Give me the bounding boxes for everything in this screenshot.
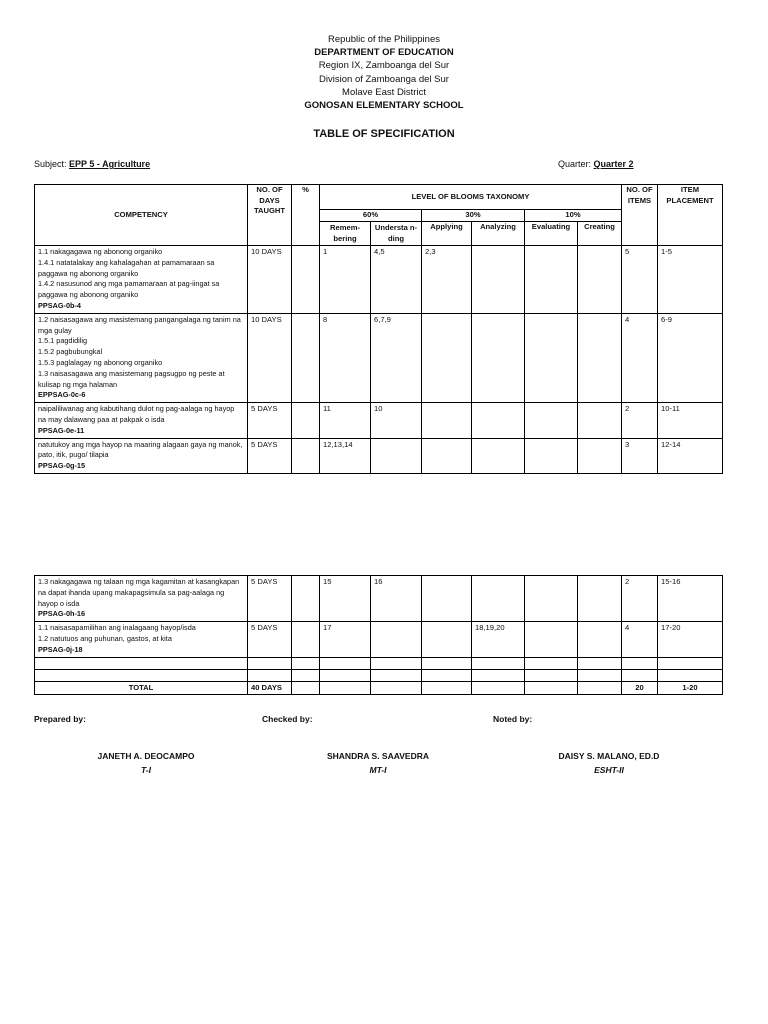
items-cell: 2 <box>622 576 658 622</box>
competency-text: 1.1 naisasapamilihan ang inalagaang hayop/isda <box>38 623 196 633</box>
competency-code: PPSAG-0g-15 <box>38 461 86 471</box>
noted-by-name: DAISY S. MALANO, ED.D <box>558 751 660 761</box>
header-division: Division of Zamboanga del Sur <box>319 73 449 85</box>
header-school: GONOSAN ELEMENTARY SCHOOL <box>304 100 464 112</box>
prepared-by-label: Prepared by: <box>34 714 86 724</box>
evaluating-cell <box>525 622 578 657</box>
remembering-cell: 12,13,14 <box>320 438 371 473</box>
remembering-cell: 17 <box>320 622 371 657</box>
applying-cell <box>422 438 472 473</box>
creating-cell <box>578 246 622 314</box>
subject-value: EPP 5 - Agriculture <box>69 159 151 169</box>
items-cell: 3 <box>622 438 658 473</box>
creating-cell <box>578 576 622 622</box>
noted-by-position: ESHT-II <box>594 765 624 775</box>
competency-cell <box>35 438 248 473</box>
competency-text: 1.1 nakagagawa ng abonong organiko <box>38 247 163 256</box>
prepared-by-position: T-I <box>141 765 151 775</box>
competency-row <box>35 622 723 657</box>
days-cell: 5 DAYS <box>248 622 292 657</box>
competency-text: 1.2 natutuos ang puhunan, gastos, at kita <box>38 633 172 643</box>
header-group-60: 60% <box>320 210 422 222</box>
days-cell: 5 DAYS <box>248 438 292 473</box>
competency-text: 1.3 naisasagawa ang masistemang pagsugpo ng peste at kulisap ng mga halaman <box>38 368 225 389</box>
analyzing-cell: 18,19,20 <box>472 622 525 657</box>
understanding-cell <box>371 622 422 657</box>
specification-table-part1 <box>34 184 723 474</box>
days-cell: 5 DAYS <box>248 403 292 438</box>
evaluating-cell <box>525 313 578 402</box>
checked-by-name: SHANDRA S. SAAVEDRA <box>326 751 429 761</box>
competency-code: PPSAG-0e-11 <box>38 425 85 435</box>
competency-text: 1.4.2 nasusunod ang mga pamamaraan at pag-iingat sa paggawa ng abonong organiko <box>38 279 220 300</box>
competency-text: 1.2 naisasagawa ang masistemang pangangalaga ng tanim na mga gulay <box>38 314 241 335</box>
total-items: 20 <box>622 681 658 695</box>
competency-text: naipaliliwanag ang kabutihang dulot ng pag-aalaga ng hayop na may dalawang paa at pakpak o isda <box>38 404 235 424</box>
creating-cell <box>578 622 622 657</box>
quarter-line <box>558 159 634 169</box>
understanding-cell: 10 <box>371 403 422 438</box>
noted-by-label: Noted by: <box>493 714 533 724</box>
document-title: TABLE OF SPECIFICATION <box>313 128 455 140</box>
understanding-cell: 6,7,9 <box>371 313 422 402</box>
header-group-30: 30% <box>422 210 525 222</box>
header-analyzing: Analyzing <box>472 222 525 246</box>
analyzing-cell <box>472 246 525 314</box>
understanding-cell <box>371 438 422 473</box>
competency-text: natutukoy ang mga hayop na maaring alagaan gaya ng manok, pato, itik, pugo/ tilapia <box>38 439 243 460</box>
percent-cell <box>292 438 320 473</box>
header-department: DEPARTMENT OF EDUCATION <box>314 47 454 59</box>
total-label: TOTAL <box>35 681 248 695</box>
subject-line <box>34 159 150 169</box>
header-group-10: 10% <box>525 210 622 222</box>
placement-cell: 10-11 <box>658 403 723 438</box>
items-cell: 4 <box>622 622 658 657</box>
header-competency: COMPETENCY <box>35 185 248 246</box>
subject-label: Subject: <box>34 159 67 169</box>
percent-cell <box>292 403 320 438</box>
competency-text: 1.5.1 pagdidilig <box>38 336 88 346</box>
competency-code: PPSAG-0j-18 <box>38 644 83 654</box>
evaluating-cell <box>525 403 578 438</box>
header-understanding: Understa n-ding <box>371 222 422 246</box>
competency-row <box>35 246 723 314</box>
specification-table-part2 <box>34 575 723 695</box>
header-item-placement: ITEM PLACEMENT <box>658 185 723 246</box>
items-cell: 4 <box>622 313 658 402</box>
document-header <box>0 33 768 112</box>
items-cell: 5 <box>622 246 658 314</box>
placement-cell: 12-14 <box>658 438 723 473</box>
analyzing-cell <box>472 576 525 622</box>
creating-cell <box>578 313 622 402</box>
applying-cell <box>422 403 472 438</box>
applying-cell <box>422 313 472 402</box>
checked-by-position: MT-I <box>369 765 387 775</box>
quarter-value: Quarter 2 <box>593 159 634 169</box>
header-no-items: NO. OF ITEMS <box>622 185 658 246</box>
header-region: Region IX, Zamboanga del Sur <box>318 60 450 72</box>
competency-code: PPSAG-0b-4 <box>38 300 81 310</box>
evaluating-cell <box>525 246 578 314</box>
applying-cell <box>422 576 472 622</box>
blank-row <box>35 669 723 681</box>
remembering-cell: 1 <box>320 246 371 314</box>
header-creating: Creating <box>578 222 622 246</box>
competency-text: 1.3 nakagagawa ng talaan ng mga kagamitan at kasangkapan na dapat ihanda upang makapagsimula sa pag-aalaga ng hayop o isda <box>38 577 240 608</box>
total-row <box>35 681 723 695</box>
understanding-cell: 4,5 <box>371 246 422 314</box>
understanding-cell: 16 <box>371 576 422 622</box>
remembering-cell: 8 <box>320 313 371 402</box>
applying-cell <box>422 622 472 657</box>
remembering-cell: 11 <box>320 403 371 438</box>
creating-cell <box>578 438 622 473</box>
competency-cell <box>35 246 248 314</box>
days-cell: 5 DAYS <box>248 576 292 622</box>
remembering-cell: 15 <box>320 576 371 622</box>
header-remembering: Remem-bering <box>320 222 371 246</box>
quarter-label: Quarter: <box>558 159 592 169</box>
competency-code: EPPSAG-0c-6 <box>38 390 86 400</box>
placement-cell: 6-9 <box>658 313 723 402</box>
evaluating-cell <box>525 438 578 473</box>
header-district: Molave East District <box>342 86 426 98</box>
days-cell: 10 DAYS <box>248 313 292 402</box>
header-republic: Republic of the Philippines <box>328 34 440 45</box>
items-cell: 2 <box>622 403 658 438</box>
header-applying: Applying <box>422 222 472 246</box>
percent-cell <box>292 313 320 402</box>
placement-cell: 17-20 <box>658 622 723 657</box>
applying-cell: 2,3 <box>422 246 472 314</box>
checked-by-label: Checked by: <box>262 714 313 724</box>
analyzing-cell <box>472 403 525 438</box>
placement-cell: 15-16 <box>658 576 723 622</box>
competency-row <box>35 313 723 402</box>
percent-cell <box>292 622 320 657</box>
days-cell: 10 DAYS <box>248 246 292 314</box>
total-placement: 1-20 <box>658 681 723 695</box>
competency-row <box>35 576 723 622</box>
competency-row <box>35 403 723 438</box>
analyzing-cell <box>472 438 525 473</box>
prepared-by-name: JANETH A. DEOCAMPO <box>97 751 195 761</box>
total-days: 40 DAYS <box>248 681 292 695</box>
competency-cell <box>35 576 248 622</box>
creating-cell <box>578 403 622 438</box>
header-days-taught: NO. OF DAYS TAUGHT <box>248 185 292 246</box>
competency-text: 1.5.3 paglalagay ng abonong organiko <box>38 357 163 367</box>
analyzing-cell <box>472 313 525 402</box>
percent-cell <box>292 246 320 314</box>
competency-text: 1.5.2 pagbubungkal <box>38 347 103 357</box>
header-evaluating: Evaluating <box>525 222 578 246</box>
placement-cell: 1-5 <box>658 246 723 314</box>
competency-row <box>35 438 723 473</box>
percent-cell <box>292 576 320 622</box>
competency-text: 1.4.1 natatalakay ang kahalagahan at pamamaraan sa paggawa ng abonong organiko <box>38 257 215 278</box>
blank-row <box>35 657 723 669</box>
competency-cell <box>35 622 248 657</box>
header-percent: % <box>292 185 320 246</box>
competency-cell <box>35 313 248 402</box>
competency-code: PPSAG-0h-16 <box>38 609 86 619</box>
header-blooms-taxonomy: LEVEL OF BLOOMS TAXONOMY <box>320 185 622 210</box>
evaluating-cell <box>525 576 578 622</box>
competency-cell <box>35 403 248 438</box>
